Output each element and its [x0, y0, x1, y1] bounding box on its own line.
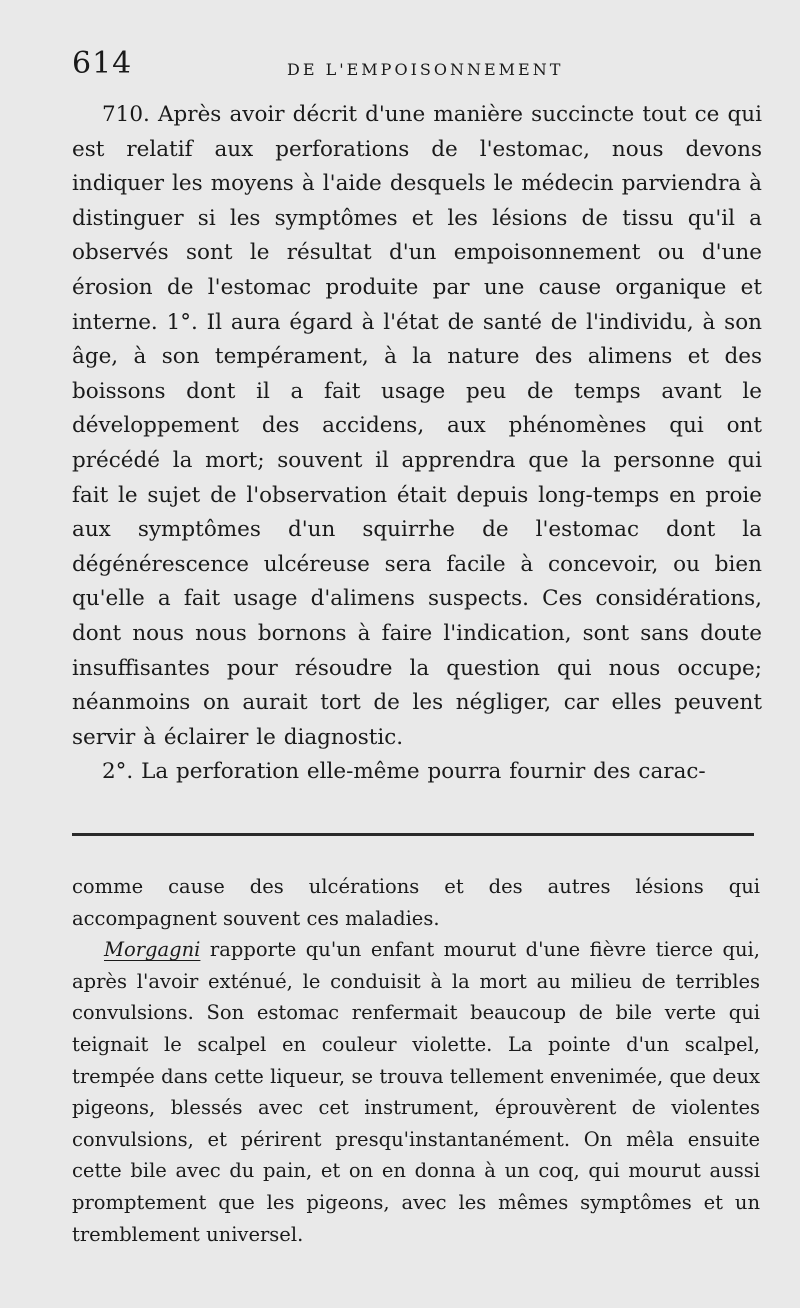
footnote-paragraph-body: rapporte qu'un enfant mourut d'une fièvre tierce qui, après l'avoir exténué, le conduisit à la mort au milieu de terribles convulsions. Son estomac renfermait beaucoup de bile verte qui teignait le scalpel en couleur violette. La pointe d'un scalpel, trempée dans cette liqueur, se trouva tellement envenimée, que deux pigeons, blessés avec cet instrument, éprouvèrent de violentes convulsions, et périrent presqu'instantanément. On mêla ensuite cette bile avec du pain, et on en donna à un coq, qui mourut aussi promptement que les pigeons, avec les mêmes symptômes et un tremblement universel. [72, 938, 760, 1246]
footnote-text [72, 871, 760, 1250]
footnote-paragraph-continuation: comme cause des ulcérations et des autres lésions qui accompagnent souvent ces maladies. [72, 875, 760, 930]
footnote-divider [72, 833, 754, 836]
running-head: DE L'EMPOISONNEMENT [287, 60, 564, 79]
page-number: 614 [72, 46, 133, 81]
footnote-paragraph-morgagni [72, 934, 760, 1250]
main-text [72, 98, 762, 790]
author-name: Morgagni [104, 938, 201, 962]
paragraph-710: 710. Après avoir décrit d'une manière succincte tout ce qui est relatif aux perforations de l'estomac, nous devons indiquer les moyens à l'aide desquels le médecin parviendra à distinguer si les symptômes et les lésions de tissu qu'il a observés sont le résultat d'un empoisonnement ou d'une érosion de l'estomac produite par une cause organique et interne. 1°. Il aura égard à l'état de santé de l'individu, à son âge, à son tempérament, à la nature des alimens et des boissons dont il a fait usage peu de temps avant le développement des accidens, aux phénomènes qui ont précédé la mort; souvent il apprendra que la personne qui fait le sujet de l'observation était depuis long-temps en proie aux symptômes d'un squirrhe de l'estomac dont la dégénérescence ulcéreuse sera facile à concevoir, ou bien qu'elle a fait usage d'alimens suspects. Ces considérations, dont nous nous bornons à faire l'indication, sont sans doute insuffisantes pour résoudre la question qui nous occupe; néanmoins on aurait tort de les négliger, car elles peuvent servir à éclairer le diagnostic. [72, 102, 762, 750]
page-header [72, 46, 760, 86]
paragraph-perforation: 2°. La perforation elle-même pourra fournir des carac- [102, 759, 706, 785]
